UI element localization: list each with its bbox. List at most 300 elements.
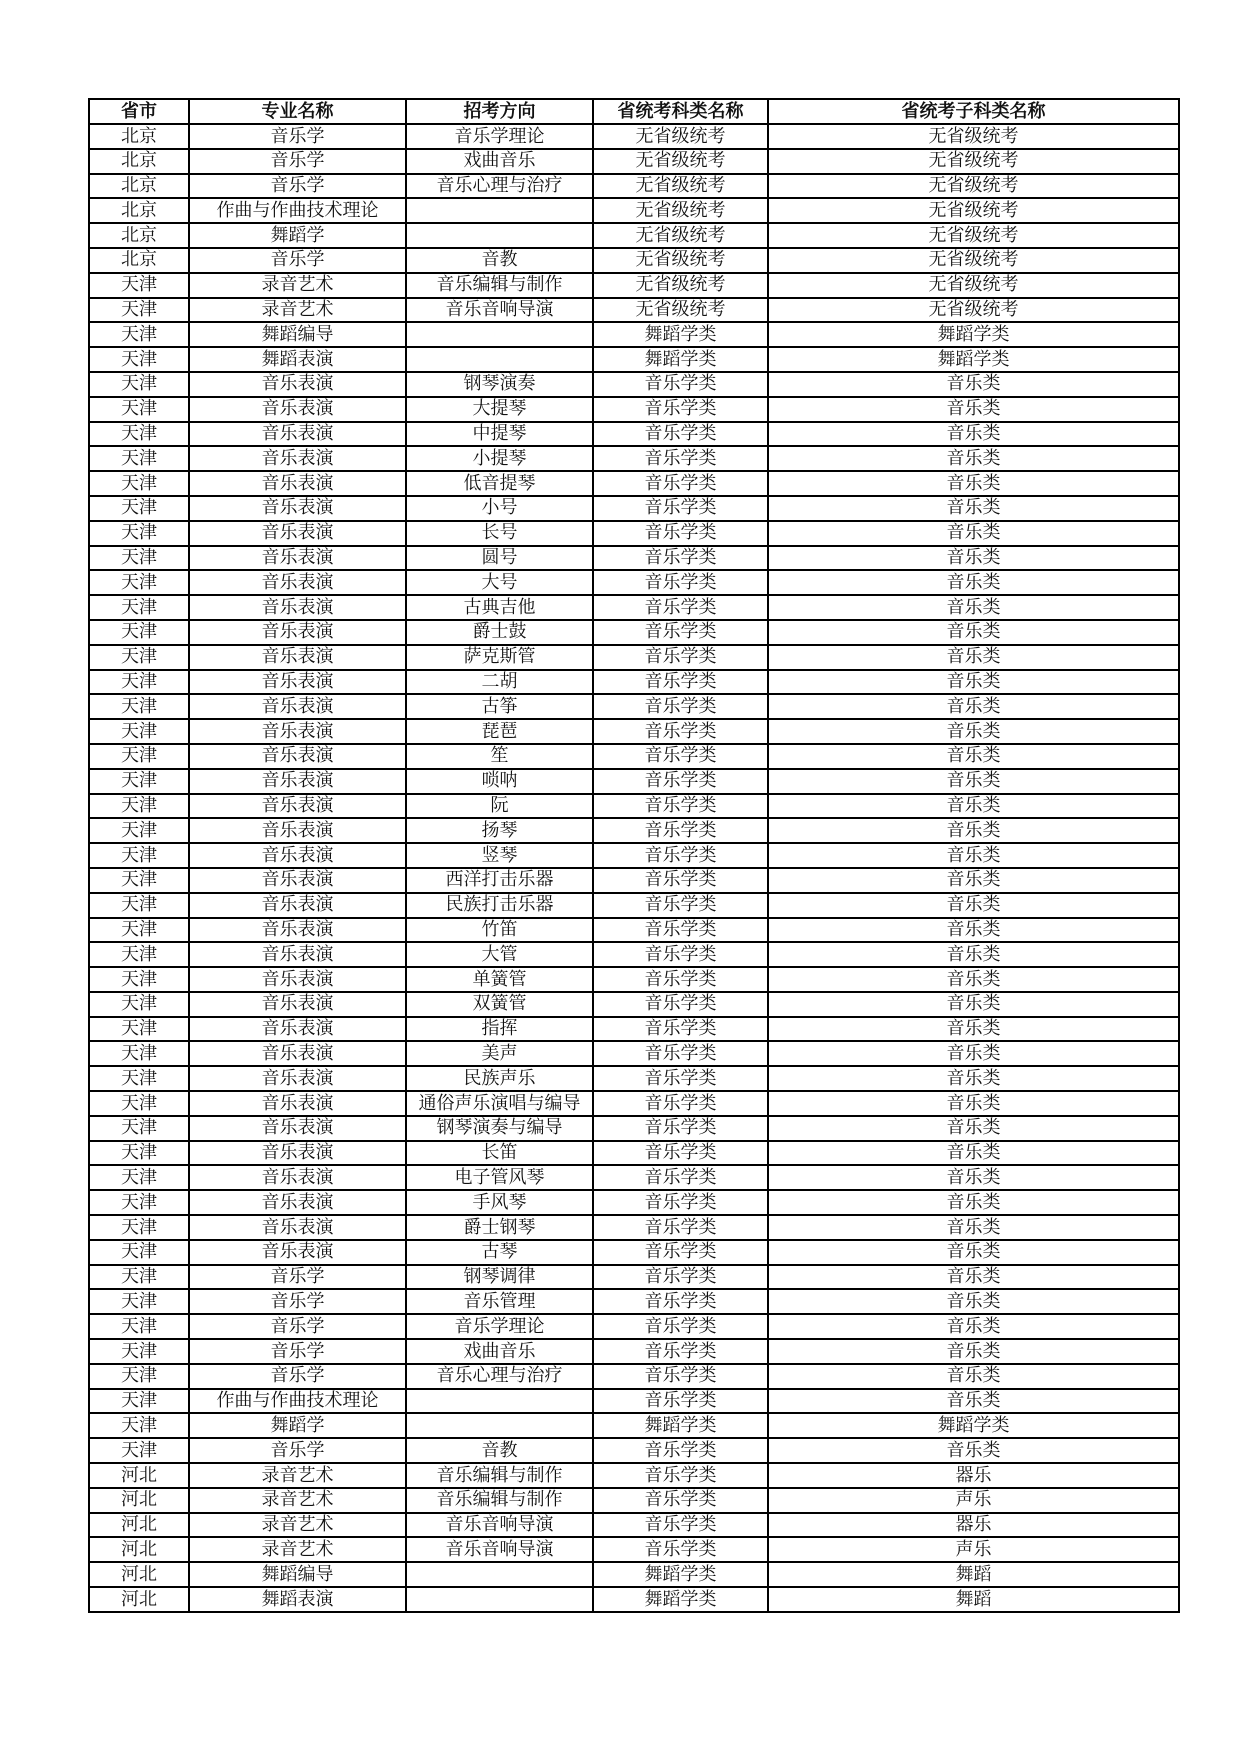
table-cell: 钢琴演奏 [406, 372, 593, 397]
table-cell: 音乐学类 [593, 942, 768, 967]
table-cell: 音乐类 [768, 1116, 1179, 1141]
table-cell: 音乐表演 [189, 893, 406, 918]
table-cell: 音乐表演 [189, 645, 406, 670]
table-cell: 音乐类 [768, 1041, 1179, 1066]
table-cell: 天津 [89, 1091, 189, 1116]
table-cell: 天津 [89, 546, 189, 571]
table-cell: 音乐类 [768, 769, 1179, 794]
table-cell: 舞蹈学类 [593, 347, 768, 372]
table-cell: 音乐学类 [593, 918, 768, 943]
table-cell: 天津 [89, 570, 189, 595]
table-row [89, 223, 1179, 248]
column-header-unified-exam-category: 省统考科类名称 [593, 99, 768, 124]
table-cell: 河北 [89, 1513, 189, 1538]
table-cell: 阮 [406, 794, 593, 819]
table-cell: 音乐学类 [593, 794, 768, 819]
table-row [89, 496, 1179, 521]
table-cell: 音乐类 [768, 719, 1179, 744]
table-row [89, 744, 1179, 769]
table-cell: 录音艺术 [189, 273, 406, 298]
table-cell: 音乐学 [189, 1289, 406, 1314]
table-row [89, 1017, 1179, 1042]
table-cell: 音乐类 [768, 794, 1179, 819]
table-cell: 音乐学类 [593, 595, 768, 620]
table-cell: 大号 [406, 570, 593, 595]
table-cell: 音乐类 [768, 1165, 1179, 1190]
table-cell: 音乐类 [768, 1141, 1179, 1166]
table-cell: 河北 [89, 1562, 189, 1587]
table-cell: 音乐类 [768, 645, 1179, 670]
table-cell: 音乐表演 [189, 1017, 406, 1042]
table-cell: 北京 [89, 124, 189, 149]
table-cell: 舞蹈 [768, 1587, 1179, 1612]
table-cell: 电子管风琴 [406, 1165, 593, 1190]
table-cell: 北京 [89, 149, 189, 174]
table-cell: 音乐学类 [593, 496, 768, 521]
table-cell: 音乐表演 [189, 1215, 406, 1240]
table-cell: 音乐学理论 [406, 124, 593, 149]
table-row [89, 1165, 1179, 1190]
table-cell: 小号 [406, 496, 593, 521]
table-cell: 民族声乐 [406, 1066, 593, 1091]
table-cell: 钢琴调律 [406, 1265, 593, 1290]
table-cell: 音乐类 [768, 992, 1179, 1017]
table-cell: 无省级统考 [768, 248, 1179, 273]
table-cell: 双簧管 [406, 992, 593, 1017]
table-cell: 无省级统考 [768, 198, 1179, 223]
table-row [89, 422, 1179, 447]
table-cell: 音乐类 [768, 570, 1179, 595]
table-cell: 音乐类 [768, 1364, 1179, 1389]
table-cell: 天津 [89, 1289, 189, 1314]
table-cell: 竖琴 [406, 843, 593, 868]
table-cell: 音乐表演 [189, 992, 406, 1017]
table-cell: 无省级统考 [593, 174, 768, 199]
table-cell: 音乐学类 [593, 818, 768, 843]
table-cell: 音乐类 [768, 496, 1179, 521]
table-cell: 音乐表演 [189, 769, 406, 794]
table-cell: 音乐表演 [189, 818, 406, 843]
table-cell: 音乐表演 [189, 794, 406, 819]
table-cell: 无省级统考 [593, 248, 768, 273]
table-cell: 音乐学 [189, 124, 406, 149]
table-cell: 音乐学类 [593, 1041, 768, 1066]
table-cell: 笙 [406, 744, 593, 769]
table-cell: 圆号 [406, 546, 593, 571]
table-cell: 音乐类 [768, 1389, 1179, 1414]
table-cell [406, 198, 593, 223]
table-cell: 无省级统考 [593, 124, 768, 149]
table-cell: 无省级统考 [768, 174, 1179, 199]
column-header-unified-exam-subcategory: 省统考子科类名称 [768, 99, 1179, 124]
table-cell: 音乐学类 [593, 868, 768, 893]
table-cell: 音乐表演 [189, 1041, 406, 1066]
table-row [89, 570, 1179, 595]
table-cell: 舞蹈学类 [593, 1562, 768, 1587]
table-cell: 音乐学类 [593, 422, 768, 447]
table-cell: 低音提琴 [406, 471, 593, 496]
table-cell: 音乐表演 [189, 670, 406, 695]
table-cell: 音乐类 [768, 967, 1179, 992]
table-cell: 天津 [89, 397, 189, 422]
table-cell: 音乐学类 [593, 843, 768, 868]
table-cell: 音乐表演 [189, 521, 406, 546]
table-cell: 无省级统考 [593, 223, 768, 248]
table-cell: 音乐学 [189, 1314, 406, 1339]
table-cell: 音乐编辑与制作 [406, 1463, 593, 1488]
table-cell: 音乐表演 [189, 694, 406, 719]
table-cell: 天津 [89, 1215, 189, 1240]
table-cell [406, 1562, 593, 1587]
table-cell: 音乐学类 [593, 1190, 768, 1215]
table-cell: 音乐心理与治疗 [406, 174, 593, 199]
table-cell: 爵士鼓 [406, 620, 593, 645]
table-cell: 录音艺术 [189, 1488, 406, 1513]
table-row [89, 1389, 1179, 1414]
table-cell: 音乐学类 [593, 397, 768, 422]
table-cell: 音乐类 [768, 1289, 1179, 1314]
table-cell: 录音艺术 [189, 1463, 406, 1488]
table-cell: 无省级统考 [768, 149, 1179, 174]
table-cell: 音乐表演 [189, 942, 406, 967]
table-cell: 音乐表演 [189, 1240, 406, 1265]
table-cell: 音乐表演 [189, 744, 406, 769]
table-cell: 琵琶 [406, 719, 593, 744]
table-cell: 天津 [89, 794, 189, 819]
table-cell: 音乐表演 [189, 967, 406, 992]
table-cell: 舞蹈编导 [189, 322, 406, 347]
table-cell: 天津 [89, 694, 189, 719]
table-cell: 手风琴 [406, 1190, 593, 1215]
table-row [89, 719, 1179, 744]
table-cell: 音乐类 [768, 1215, 1179, 1240]
table-cell: 天津 [89, 1165, 189, 1190]
table-cell: 爵士钢琴 [406, 1215, 593, 1240]
table-cell: 天津 [89, 719, 189, 744]
table-cell: 天津 [89, 372, 189, 397]
exam-category-table-container [88, 98, 1178, 1613]
table-cell: 音乐学类 [593, 1364, 768, 1389]
table-row [89, 992, 1179, 1017]
column-header-province: 省市 [89, 99, 189, 124]
table-row [89, 595, 1179, 620]
table-cell: 唢呐 [406, 769, 593, 794]
table-cell: 音乐类 [768, 893, 1179, 918]
table-cell: 天津 [89, 1265, 189, 1290]
table-cell: 音乐学 [189, 1438, 406, 1463]
table-row [89, 1488, 1179, 1513]
table-cell: 音乐学 [189, 248, 406, 273]
table-cell: 舞蹈学类 [768, 347, 1179, 372]
table-cell: 天津 [89, 818, 189, 843]
table-cell: 音乐编辑与制作 [406, 1488, 593, 1513]
table-cell: 音乐音响导演 [406, 1513, 593, 1538]
table-cell: 音乐学类 [593, 670, 768, 695]
table-cell: 天津 [89, 769, 189, 794]
table-cell: 天津 [89, 496, 189, 521]
table-cell: 音乐类 [768, 694, 1179, 719]
table-row [89, 1513, 1179, 1538]
table-cell: 天津 [89, 620, 189, 645]
table-cell: 天津 [89, 322, 189, 347]
table-row [89, 1066, 1179, 1091]
table-cell: 无省级统考 [593, 149, 768, 174]
table-cell: 舞蹈学类 [593, 322, 768, 347]
table-cell: 天津 [89, 1413, 189, 1438]
table-cell: 扬琴 [406, 818, 593, 843]
table-row [89, 918, 1179, 943]
table-cell: 天津 [89, 347, 189, 372]
table-cell: 天津 [89, 843, 189, 868]
table-row [89, 198, 1179, 223]
table-cell: 音乐表演 [189, 397, 406, 422]
table-cell: 音乐学 [189, 1339, 406, 1364]
table-cell: 无省级统考 [593, 298, 768, 323]
table-cell: 北京 [89, 198, 189, 223]
table-cell: 竹笛 [406, 918, 593, 943]
table-row [89, 1463, 1179, 1488]
table-cell: 音乐类 [768, 521, 1179, 546]
table-row [89, 471, 1179, 496]
table-cell: 音乐表演 [189, 496, 406, 521]
table-cell: 音乐表演 [189, 1091, 406, 1116]
table-cell: 天津 [89, 446, 189, 471]
table-cell: 音乐类 [768, 670, 1179, 695]
table-cell: 音乐学类 [593, 1265, 768, 1290]
table-cell: 天津 [89, 1438, 189, 1463]
table-cell: 天津 [89, 422, 189, 447]
table-row [89, 1190, 1179, 1215]
table-cell: 音乐表演 [189, 918, 406, 943]
table-cell: 天津 [89, 1240, 189, 1265]
table-cell: 音乐类 [768, 397, 1179, 422]
table-row [89, 1314, 1179, 1339]
column-header-exam-direction: 招考方向 [406, 99, 593, 124]
table-cell: 美声 [406, 1041, 593, 1066]
table-cell: 河北 [89, 1488, 189, 1513]
table-row [89, 1339, 1179, 1364]
table-cell: 音乐类 [768, 1339, 1179, 1364]
table-cell: 音乐学类 [593, 570, 768, 595]
table-cell: 天津 [89, 1141, 189, 1166]
table-cell: 声乐 [768, 1488, 1179, 1513]
table-row [89, 372, 1179, 397]
table-cell: 天津 [89, 1190, 189, 1215]
column-header-major-name: 专业名称 [189, 99, 406, 124]
table-cell: 音乐学类 [593, 471, 768, 496]
table-row [89, 1289, 1179, 1314]
table-cell: 无省级统考 [768, 223, 1179, 248]
table-cell: 音乐类 [768, 422, 1179, 447]
table-cell: 音乐类 [768, 942, 1179, 967]
table-cell: 音乐类 [768, 1240, 1179, 1265]
table-cell: 音乐学类 [593, 1488, 768, 1513]
table-cell: 中提琴 [406, 422, 593, 447]
table-cell: 音乐学 [189, 149, 406, 174]
table-cell: 无省级统考 [593, 273, 768, 298]
table-cell: 音乐类 [768, 843, 1179, 868]
table-cell: 音乐表演 [189, 1190, 406, 1215]
table-cell: 音乐表演 [189, 620, 406, 645]
table-cell: 音乐表演 [189, 868, 406, 893]
table-cell: 音乐表演 [189, 1116, 406, 1141]
table-cell: 北京 [89, 248, 189, 273]
table-cell: 音乐编辑与制作 [406, 273, 593, 298]
table-cell: 天津 [89, 967, 189, 992]
table-row [89, 843, 1179, 868]
table-cell: 音乐音响导演 [406, 298, 593, 323]
table-cell: 音乐管理 [406, 1289, 593, 1314]
table-cell: 音乐类 [768, 471, 1179, 496]
table-cell: 长号 [406, 521, 593, 546]
table-cell: 天津 [89, 1066, 189, 1091]
table-cell: 民族打击乐器 [406, 893, 593, 918]
table-row [89, 397, 1179, 422]
table-row [89, 942, 1179, 967]
table-cell: 舞蹈编导 [189, 1562, 406, 1587]
table-cell: 音教 [406, 1438, 593, 1463]
table-cell: 音乐学类 [593, 1091, 768, 1116]
table-cell: 无省级统考 [768, 124, 1179, 149]
table-cell: 大提琴 [406, 397, 593, 422]
table-cell: 音乐学类 [593, 645, 768, 670]
table-cell: 天津 [89, 273, 189, 298]
table-cell: 音乐学类 [593, 1289, 768, 1314]
table-cell: 舞蹈学 [189, 223, 406, 248]
table-cell: 音乐类 [768, 1438, 1179, 1463]
table-cell: 器乐 [768, 1513, 1179, 1538]
table-row [89, 1240, 1179, 1265]
table-cell: 器乐 [768, 1463, 1179, 1488]
table-cell: 音乐表演 [189, 1165, 406, 1190]
table-row [89, 248, 1179, 273]
table-cell: 音乐学 [189, 1364, 406, 1389]
table-cell: 音乐学类 [593, 1314, 768, 1339]
table-cell: 作曲与作曲技术理论 [189, 1389, 406, 1414]
table-cell: 音乐类 [768, 1017, 1179, 1042]
table-cell [406, 223, 593, 248]
table-cell: 古筝 [406, 694, 593, 719]
table-cell: 音乐学类 [593, 620, 768, 645]
table-cell: 音乐学类 [593, 1165, 768, 1190]
table-cell: 天津 [89, 992, 189, 1017]
table-cell: 音乐学类 [593, 744, 768, 769]
table-body [89, 124, 1179, 1612]
table-cell: 古琴 [406, 1240, 593, 1265]
table-cell: 天津 [89, 1364, 189, 1389]
table-row [89, 645, 1179, 670]
table-cell: 音乐学 [189, 174, 406, 199]
table-cell: 音乐类 [768, 620, 1179, 645]
table-row [89, 521, 1179, 546]
table-cell: 河北 [89, 1537, 189, 1562]
table-cell: 舞蹈 [768, 1562, 1179, 1587]
table-cell [406, 1413, 593, 1438]
table-row [89, 818, 1179, 843]
table-cell: 萨克斯管 [406, 645, 593, 670]
table-cell: 音乐学类 [593, 893, 768, 918]
table-cell: 音教 [406, 248, 593, 273]
table-cell: 音乐类 [768, 1066, 1179, 1091]
table-cell: 二胡 [406, 670, 593, 695]
table-cell: 舞蹈表演 [189, 347, 406, 372]
table-cell: 大管 [406, 942, 593, 967]
table-cell: 舞蹈表演 [189, 1587, 406, 1612]
table-cell: 音乐类 [768, 1265, 1179, 1290]
table-row [89, 1265, 1179, 1290]
table-header [89, 99, 1179, 124]
table-cell: 音乐学类 [593, 372, 768, 397]
table-cell: 长笛 [406, 1141, 593, 1166]
table-cell: 录音艺术 [189, 298, 406, 323]
table-cell: 音乐学类 [593, 1389, 768, 1414]
table-cell: 音乐学类 [593, 1017, 768, 1042]
table-row [89, 1537, 1179, 1562]
table-cell: 音乐学类 [593, 967, 768, 992]
table-cell: 音乐表演 [189, 1066, 406, 1091]
table-cell: 天津 [89, 471, 189, 496]
table-cell: 作曲与作曲技术理论 [189, 198, 406, 223]
table-cell: 录音艺术 [189, 1537, 406, 1562]
table-cell: 指挥 [406, 1017, 593, 1042]
table-cell: 音乐音响导演 [406, 1537, 593, 1562]
table-cell: 音乐学类 [593, 546, 768, 571]
table-row [89, 694, 1179, 719]
table-row [89, 322, 1179, 347]
table-cell: 音乐心理与治疗 [406, 1364, 593, 1389]
table-cell: 音乐表演 [189, 570, 406, 595]
table-cell: 音乐学类 [593, 694, 768, 719]
table-cell: 音乐学类 [593, 1513, 768, 1538]
table-cell: 无省级统考 [768, 298, 1179, 323]
table-cell: 音乐类 [768, 918, 1179, 943]
table-cell: 音乐类 [768, 595, 1179, 620]
table-cell: 音乐学类 [593, 521, 768, 546]
table-cell: 无省级统考 [593, 198, 768, 223]
table-cell: 天津 [89, 645, 189, 670]
table-cell: 天津 [89, 595, 189, 620]
table-row [89, 670, 1179, 695]
table-cell: 录音艺术 [189, 1513, 406, 1538]
table-cell: 音乐表演 [189, 372, 406, 397]
table-row [89, 546, 1179, 571]
table-cell: 天津 [89, 1017, 189, 1042]
table-cell: 音乐学类 [593, 1215, 768, 1240]
table-cell: 天津 [89, 1116, 189, 1141]
table-cell: 音乐学 [189, 1265, 406, 1290]
table-cell: 音乐学类 [593, 1463, 768, 1488]
table-cell: 音乐表演 [189, 471, 406, 496]
table-cell [406, 1587, 593, 1612]
table-row [89, 124, 1179, 149]
table-cell: 舞蹈学 [189, 1413, 406, 1438]
table-cell: 音乐表演 [189, 595, 406, 620]
table-cell: 通俗声乐演唱与编导 [406, 1091, 593, 1116]
table-cell: 舞蹈学类 [768, 1413, 1179, 1438]
table-cell [406, 347, 593, 372]
table-row [89, 347, 1179, 372]
table-cell: 音乐学类 [593, 1438, 768, 1463]
table-cell: 音乐学类 [593, 446, 768, 471]
table-cell: 单簧管 [406, 967, 593, 992]
table-cell: 北京 [89, 223, 189, 248]
table-cell: 音乐学理论 [406, 1314, 593, 1339]
table-cell: 天津 [89, 868, 189, 893]
table-cell: 天津 [89, 670, 189, 695]
table-cell: 舞蹈学类 [768, 322, 1179, 347]
table-row [89, 1562, 1179, 1587]
table-cell: 戏曲音乐 [406, 149, 593, 174]
